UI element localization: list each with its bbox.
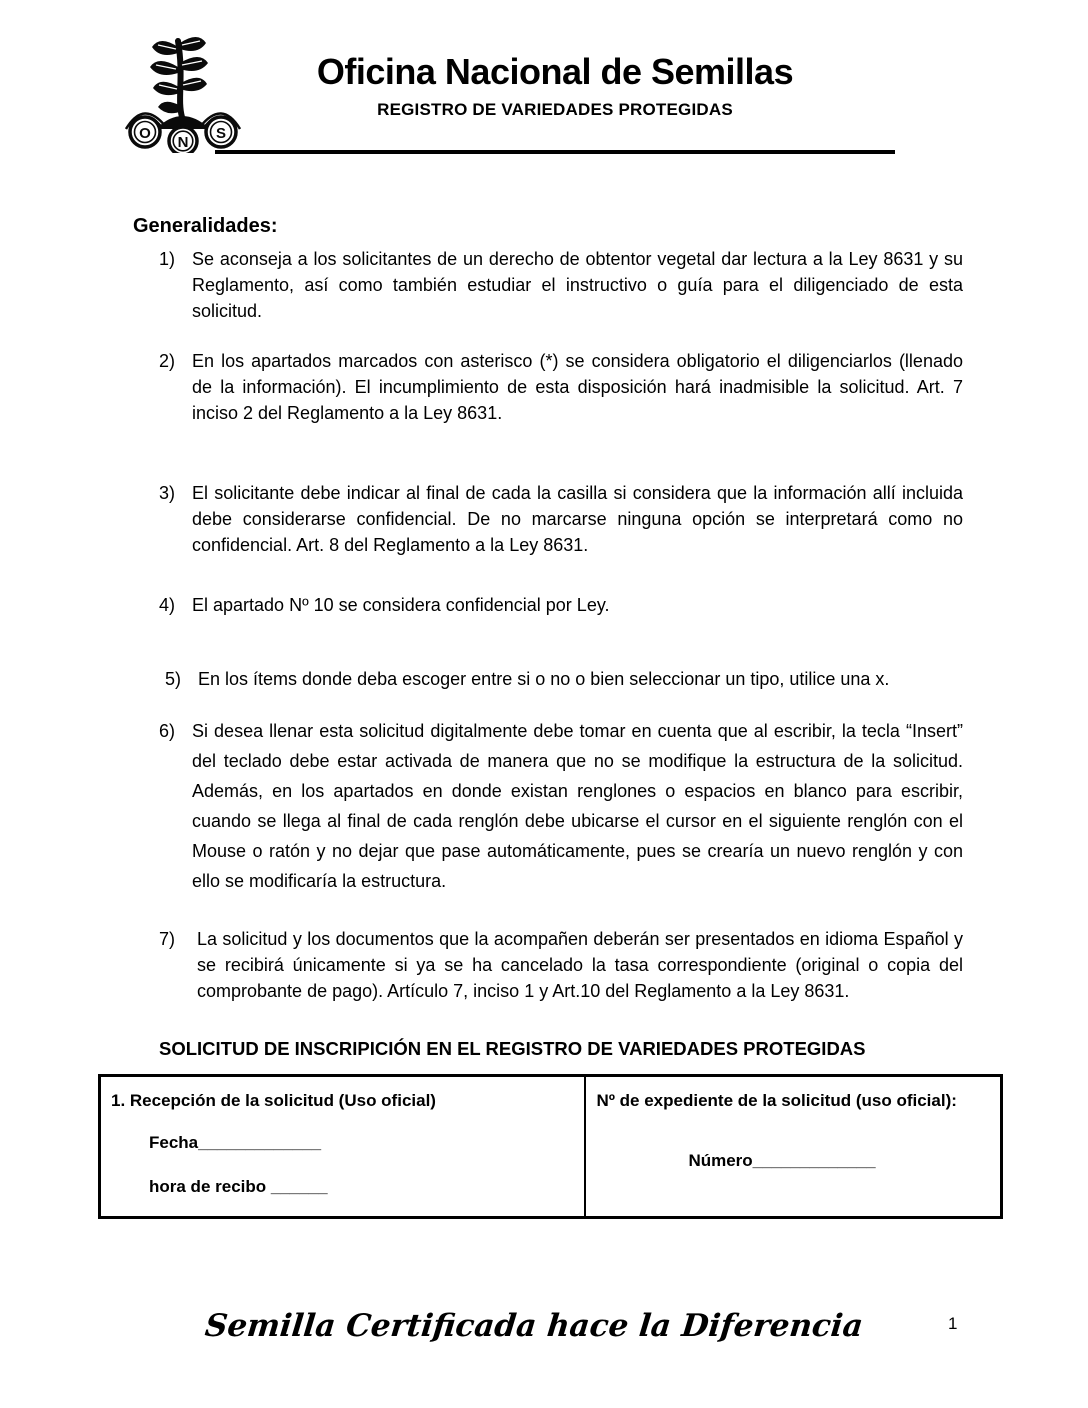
reception-label: 1. Recepción de la solicitud (Uso oficial) <box>111 1091 436 1110</box>
logo-letter-n: N <box>177 134 189 151</box>
reception-cell <box>101 1077 586 1216</box>
logo-letter-s: S <box>215 125 227 142</box>
list-item <box>133 592 963 618</box>
header-rule <box>215 150 895 154</box>
logo-letter-o: O <box>139 125 151 142</box>
list-item <box>133 348 963 426</box>
list-item <box>133 926 963 1004</box>
footer-slogan: Semilla Certificada hace la Diferencia <box>203 1308 865 1344</box>
list-item-number: 2) <box>159 351 176 371</box>
list-item-number: 3) <box>159 483 176 503</box>
hora-recibo-blank-field: hora de recibo ______ <box>149 1177 328 1196</box>
list-item-text: Si desea llenar esta solicitud digitalmente debe tomar en cuenta que al escribir, la tecla “Insert” del teclado debe estar activada de manera que no se modifique la estructura de la solicitud. Además, en los apartados en donde existan renglones o espacios en blanco para escribir, cuando se llega al final de cada renglón debe ubicarse el cursor en el siguiente renglón con el Mouse o ratón y no dejar que pase automáticamente, pues se crearía un nuevo renglón y con ello se modificaría la estructura. <box>192 721 963 891</box>
list-item <box>133 246 963 324</box>
solicitud-section-title: SOLICITUD DE INSCRIPICIÓN EN EL REGISTRO DE VARIEDADES PROTEGIDAS <box>159 1038 866 1059</box>
list-item-number: 4) <box>159 595 176 615</box>
list-item-text: En los apartados marcados con asterisco (*) se considera obligatorio el diligenciarlos (llenado de la información). El incumplimiento de esta disposición hará inadmisible la solicitud. Art. 7 inciso 2 del Reglamento a la Ley 8631. <box>192 351 963 423</box>
list-item-text: El solicitante debe indicar al final de cada la casilla si considera que la información allí incluida debe considerarse confidencial. De no marcarse ninguna opción se interpretará como no confidencial. Art. 8 del Reglamento a la Ley 8631. <box>192 483 963 555</box>
official-use-table <box>98 1074 1003 1219</box>
numero-blank-field: Número_____________ <box>688 1151 876 1170</box>
expediente-label: Nº de expediente de la solicitud (uso oficial): <box>596 1091 957 1110</box>
page-number: 1 <box>948 1314 958 1333</box>
document-subtitle: REGISTRO DE VARIEDADES PROTEGIDAS <box>377 100 733 119</box>
generalidades-heading: Generalidades: <box>133 215 278 237</box>
document-title: Oficina Nacional de Semillas <box>316 51 794 92</box>
header <box>215 52 895 120</box>
list-item-number: 6) <box>159 721 176 741</box>
list-item <box>133 716 963 896</box>
list-item <box>133 480 963 558</box>
list-item <box>133 666 963 692</box>
expediente-cell <box>586 1077 1000 1216</box>
generalidades-section <box>133 212 963 1062</box>
list-item-number: 7) <box>159 929 176 949</box>
list-item-text: Se aconseja a los solicitantes de un derecho de obtentor vegetal dar lectura a la Ley 8631 y su Reglamento, así como también estudiar el instructivo o guía para el diligenciado de esta solicitud. <box>192 249 963 321</box>
fecha-blank-field: Fecha_____________ <box>149 1133 322 1152</box>
list-item-number: 5) <box>165 669 182 689</box>
list-item-text: El apartado Nº 10 se considera confidencial por Ley. <box>192 595 610 615</box>
list-item-text: En los ítems donde deba escoger entre si o no o bien seleccionar un tipo, utilice una x. <box>198 669 890 689</box>
list-item-number: 1) <box>159 249 176 269</box>
list-item-text: La solicitud y los documentos que la acompañen deberán ser presentados en idioma Español y se recibirá únicamente si ya se ha cancelado la tasa correspondiente (original o copia del comprobante de pago). Artículo 7, inciso 1 y Art.10 del Reglamento a la Ley 8631. <box>197 929 963 1001</box>
